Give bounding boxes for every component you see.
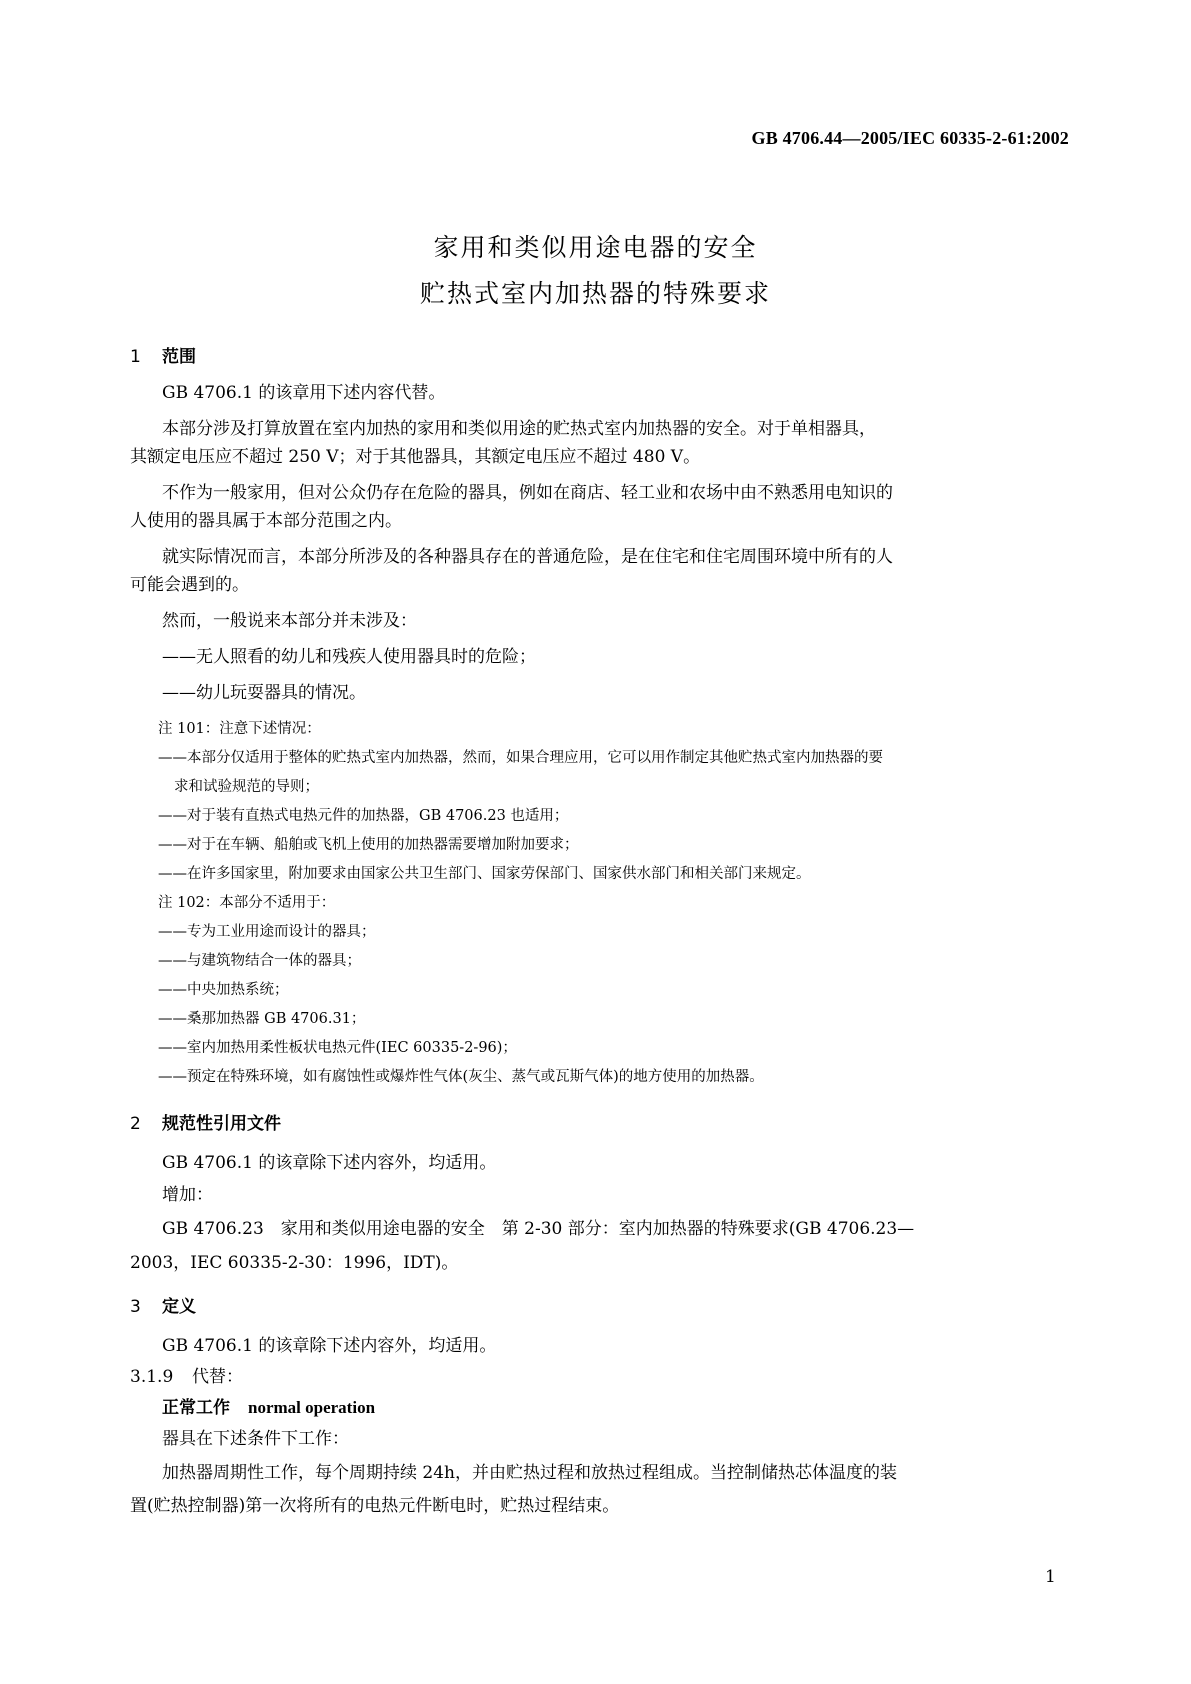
paragraph: GB 4706.23 家用和类似用途电器的安全 第 2-30 部分：室内加热器的特殊要求(GB 4706.23— bbox=[162, 1219, 915, 1239]
paragraph: 本部分涉及打算放置在室内加热的家用和类似用途的贮热式室内加热器的安全。对于单相器具， bbox=[162, 419, 876, 439]
paragraph: 其额定电压应不超过 250 V；对于其他器具，其额定电压应不超过 480 V。 bbox=[130, 447, 701, 467]
note-item: ——与建筑物结合一体的器具； bbox=[158, 953, 361, 969]
dash-item: ——无人照看的幼儿和残疾人使用器具时的危险； bbox=[162, 647, 536, 667]
document-title-line1: 家用和类似用途电器的安全 bbox=[433, 233, 758, 262]
paragraph: 加热器周期性工作，每个周期持续 24h，并由贮热过程和放热过程组成。当控制储热芯体温度的装 bbox=[162, 1463, 897, 1483]
section-number: 2 bbox=[130, 1114, 141, 1134]
section-2-heading bbox=[130, 1112, 281, 1136]
section-number: 1 bbox=[130, 347, 141, 367]
paragraph: 器具在下述条件下工作： bbox=[162, 1429, 349, 1449]
document-title-line2: 贮热式室内加热器的特殊要求 bbox=[419, 279, 771, 308]
note-item: ——预定在特殊环境，如有腐蚀性或爆炸性气体(灰尘、蒸气或瓦斯气体)的地方使用的加热器。 bbox=[158, 1069, 764, 1085]
dash-item: ——幼儿玩耍器具的情况。 bbox=[162, 683, 366, 703]
paragraph: 可能会遇到的。 bbox=[130, 575, 249, 595]
paragraph: 2003，IEC 60335-2-30：1996，IDT)。 bbox=[130, 1253, 459, 1273]
note-item: ——对于装有直热式电热元件的加热器，GB 4706.23 也适用； bbox=[158, 808, 569, 824]
paragraph: 置(贮热控制器)第一次将所有的电热元件断电时，贮热过程结束。 bbox=[130, 1496, 620, 1516]
note-item: ——本部分仅适用于整体的贮热式室内加热器，然而，如果合理应用，它可以用作制定其他贮热式室内加热器的要 bbox=[158, 750, 883, 766]
note-102-title: 注 102：本部分不适用于： bbox=[158, 895, 336, 911]
section-1-heading bbox=[130, 345, 196, 369]
term-english: normal operation bbox=[248, 1398, 376, 1417]
paragraph: 增加： bbox=[162, 1185, 213, 1205]
section-title: 范围 bbox=[162, 347, 196, 367]
note-101-title: 注 101：注意下述情况： bbox=[158, 721, 321, 737]
clause-text: 代替： bbox=[192, 1367, 243, 1387]
paragraph: 然而，一般说来本部分并未涉及： bbox=[162, 611, 417, 631]
term-chinese: 正常工作 bbox=[162, 1398, 230, 1418]
paragraph: GB 4706.1 的该章用下述内容代替。 bbox=[162, 383, 446, 403]
paragraph: 人使用的器具属于本部分范围之内。 bbox=[130, 511, 402, 531]
note-item: ——专为工业用途而设计的器具； bbox=[158, 924, 376, 940]
paragraph: 不作为一般家用，但对公众仍存在危险的器具，例如在商店、轻工业和农场中由不熟悉用电知识的 bbox=[162, 483, 893, 503]
note-item: ——对于在车辆、船舶或飞机上使用的加热器需要增加附加要求； bbox=[158, 837, 579, 853]
note-item: ——中央加热系统； bbox=[158, 982, 289, 998]
note-item: ——室内加热用柔性板状电热元件(IEC 60335-2-96)； bbox=[158, 1040, 517, 1056]
term-definition bbox=[162, 1396, 375, 1420]
section-3-heading bbox=[130, 1295, 196, 1319]
note-item: 求和试验规范的导则； bbox=[174, 779, 319, 795]
section-title: 定义 bbox=[162, 1297, 196, 1317]
clause-3-1-9 bbox=[130, 1365, 243, 1389]
paragraph: 就实际情况而言，本部分所涉及的各种器具存在的普通危险，是在住宅和住宅周围环境中所有的人 bbox=[162, 547, 893, 567]
page-number: 1 bbox=[1045, 1567, 1056, 1587]
paragraph: GB 4706.1 的该章除下述内容外，均适用。 bbox=[162, 1153, 497, 1173]
note-item: ——桑那加热器 GB 4706.31； bbox=[158, 1011, 366, 1027]
standard-code: GB 4706.44—2005/IEC 60335-2-61:2002 bbox=[751, 128, 1069, 148]
section-number: 3 bbox=[130, 1297, 141, 1317]
note-item: ——在许多国家里，附加要求由国家公共卫生部门、国家劳保部门、国家供水部门和相关部门来规定。 bbox=[158, 866, 811, 882]
clause-number: 3.1.9 bbox=[130, 1367, 174, 1387]
section-title: 规范性引用文件 bbox=[162, 1114, 281, 1134]
paragraph: GB 4706.1 的该章除下述内容外，均适用。 bbox=[162, 1336, 497, 1356]
